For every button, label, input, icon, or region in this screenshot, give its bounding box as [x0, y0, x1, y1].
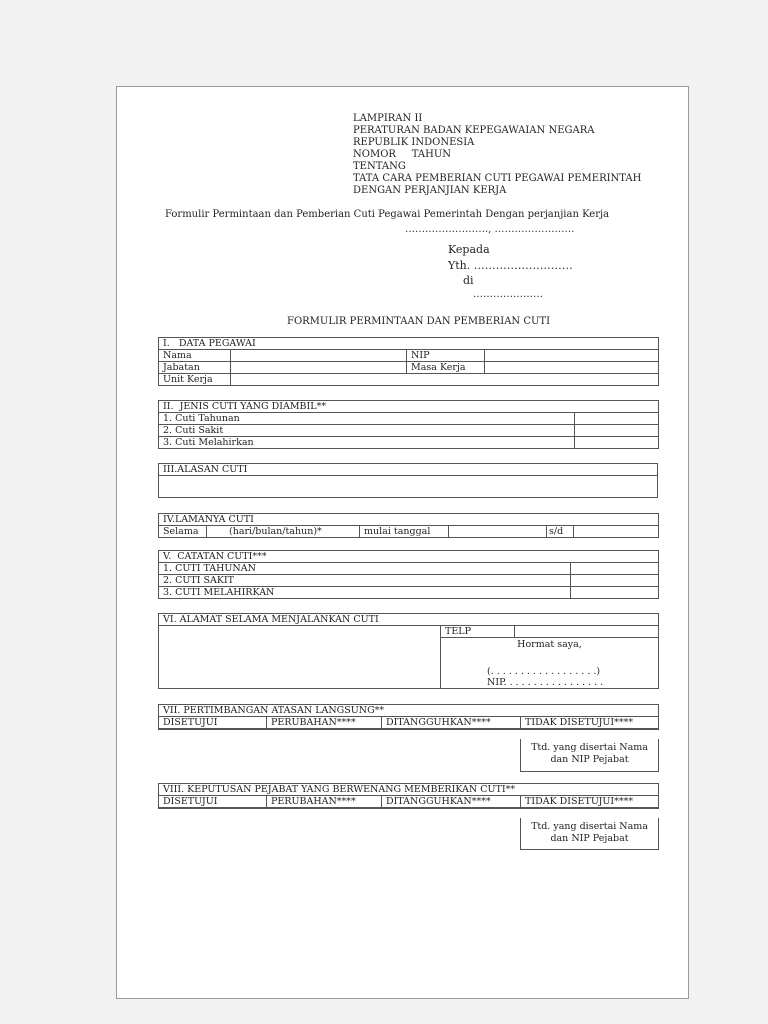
header-line: LAMPIRAN II [353, 113, 423, 124]
leave-note-value[interactable] [571, 563, 659, 575]
label-unit-kerja: Unit Kerja [159, 374, 231, 386]
section-catatan-cuti [158, 550, 659, 599]
field-alamat[interactable] [159, 626, 441, 689]
hormat-saya: Hormat saya, [517, 639, 582, 650]
label-nama: Nama [159, 350, 231, 362]
section-data-pegawai [158, 337, 659, 386]
leave-type-check[interactable] [575, 413, 659, 425]
recipient-di-dots: ………………… [473, 289, 543, 300]
section-keputusan-pejabat [158, 783, 659, 809]
check-disetujui[interactable] [159, 808, 267, 809]
field-alasan[interactable] [159, 476, 658, 498]
header-line: NOMOR TAHUN [353, 149, 452, 160]
leave-type-item: 2. Cuti Sakit [159, 425, 575, 437]
document-page [116, 86, 689, 999]
section-title: VI. ALAMAT SELAMA MENJALANKAN CUTI [159, 614, 659, 626]
section-title: II. JENIS CUTI YANG DIAMBIL** [159, 401, 659, 413]
recipient-kepada: Kepada [448, 243, 490, 256]
header-line: REPUBLIK INDONESIA [353, 137, 475, 148]
col-tidak-disetujui: TIDAK DISETUJUI**** [521, 717, 659, 729]
field-unit-kerja[interactable] [231, 374, 659, 386]
place-date: ……………………., …………………… [405, 224, 575, 235]
header-line: PERATURAN BADAN KEPEGAWAIAN NEGARA [353, 125, 595, 136]
check-perubahan[interactable] [267, 729, 382, 730]
form-title: FORMULIR PERMINTAAN DAN PEMBERIAN CUTI [287, 316, 551, 327]
section-pertimbangan-atasan [158, 704, 659, 730]
field-masa-kerja[interactable] [485, 362, 659, 374]
header-line: TATA CARA PEMBERIAN CUTI PEGAWAI PEMERINTAH [353, 173, 642, 184]
section-title: V. CATATAN CUTI*** [159, 551, 659, 563]
check-tidak-disetujui[interactable] [521, 729, 659, 730]
signature-block [441, 638, 659, 689]
ttd-line-1: Ttd. yang disertai Nama [531, 742, 648, 753]
section-title: III.ALASAN CUTI [159, 464, 658, 476]
col-disetujui: DISETUJUI [159, 796, 267, 808]
col-tidak-disetujui: TIDAK DISETUJUI**** [521, 796, 659, 808]
field-sampai-tanggal[interactable] [574, 526, 659, 538]
section-lamanya-cuti [158, 513, 659, 538]
check-ditangguhkan[interactable] [382, 808, 521, 809]
signature-nip-line[interactable]: NIP. . . . . . . . . . . . . . . . . [487, 677, 604, 688]
section-title: I. DATA PEGAWAI [159, 338, 659, 350]
col-perubahan: PERUBAHAN**** [267, 717, 382, 729]
label-jabatan: Jabatan [159, 362, 231, 374]
decision-signature-box[interactable] [520, 818, 659, 850]
col-ditangguhkan: DITANGGUHKAN**** [382, 717, 521, 729]
leave-note-value[interactable] [571, 575, 659, 587]
section-title: VIII. KEPUTUSAN PEJABAT YANG BERWENANG MEMBERIKAN CUTI** [159, 784, 659, 796]
check-disetujui[interactable] [159, 729, 267, 730]
field-selama[interactable]: (hari/bulan/tahun)* [207, 526, 360, 538]
ttd-line-2: dan NIP Pejabat [550, 754, 629, 765]
form-subtitle: Formulir Permintaan dan Pemberian Cuti Pegawai Pemerintah Dengan perjanjian Kerja [165, 209, 610, 220]
regulation-header [353, 113, 641, 197]
col-disetujui: DISETUJUI [159, 717, 267, 729]
leave-type-check[interactable] [575, 425, 659, 437]
header-line: TENTANG [353, 161, 406, 172]
label-mulai-tanggal: mulai tanggal [360, 526, 449, 538]
field-nip[interactable] [485, 350, 659, 362]
section-title: IV.LAMANYA CUTI [159, 514, 659, 526]
check-tidak-disetujui[interactable] [521, 808, 659, 809]
field-nama[interactable] [231, 350, 407, 362]
check-ditangguhkan[interactable] [382, 729, 521, 730]
leave-note-item: 3. CUTI MELAHIRKAN [159, 587, 571, 599]
recipient-yth: Yth. ……………………… [448, 259, 573, 272]
section-jenis-cuti [158, 400, 659, 449]
section-alamat-cuti [158, 613, 659, 689]
label-masa-kerja: Masa Kerja [407, 362, 485, 374]
signature-name-line[interactable]: (. . . . . . . . . . . . . . . . . .) [487, 666, 601, 677]
field-mulai-tanggal[interactable] [449, 526, 547, 538]
section-title: VII. PERTIMBANGAN ATASAN LANGSUNG** [159, 705, 659, 717]
leave-type-item: 3. Cuti Melahirkan [159, 437, 575, 449]
field-telp[interactable] [515, 626, 659, 638]
col-ditangguhkan: DITANGGUHKAN**** [382, 796, 521, 808]
recipient-di: di [463, 274, 474, 287]
leave-note-item: 2. CUTI SAKIT [159, 575, 571, 587]
leave-type-item: 1. Cuti Tahunan [159, 413, 575, 425]
field-jabatan[interactable] [231, 362, 407, 374]
header-line: DENGAN PERJANJIAN KERJA [353, 185, 507, 196]
label-nip: NIP [407, 350, 485, 362]
leave-note-item: 1. CUTI TAHUNAN [159, 563, 571, 575]
ttd-line-2: dan NIP Pejabat [550, 833, 629, 844]
label-sd: s/d [547, 526, 574, 538]
col-perubahan: PERUBAHAN**** [267, 796, 382, 808]
leave-note-value[interactable] [571, 587, 659, 599]
leave-type-check[interactable] [575, 437, 659, 449]
label-telp: TELP [441, 626, 515, 638]
section-alasan-cuti [158, 463, 658, 498]
label-selama: Selama [159, 526, 207, 538]
ttd-line-1: Ttd. yang disertai Nama [531, 821, 648, 832]
approval-signature-box[interactable] [520, 739, 659, 772]
check-perubahan[interactable] [267, 808, 382, 809]
